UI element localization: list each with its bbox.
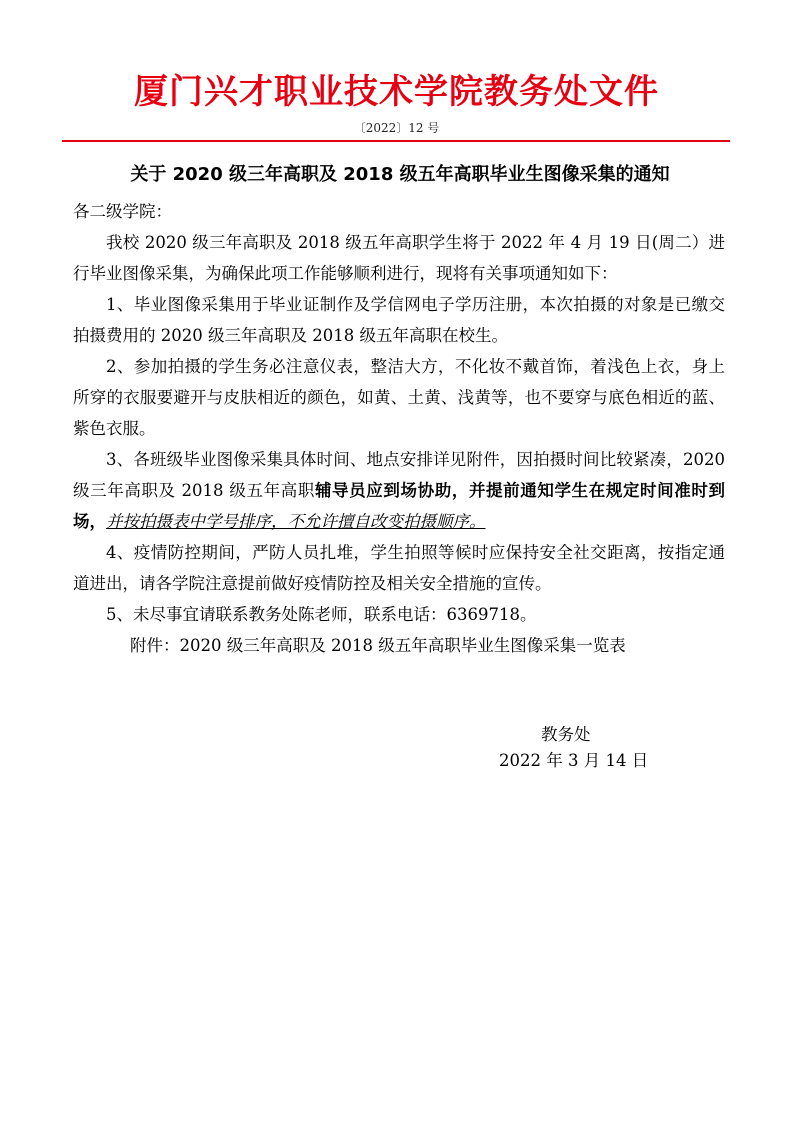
item-3-underlined-text: 并按拍摄表中学号排序，不允许擅自改变拍摄顺序。 <box>106 512 486 531</box>
salutation: 各二级学院： <box>73 202 172 221</box>
document-header-title: 厦门兴才职业技术学院教务处文件 <box>134 72 659 112</box>
item-3-bold-text: 辅导员应到场协助，并提前通知学生在规定时间准时到场， <box>73 481 726 531</box>
item-3-text: 3、各班级毕业图像采集具体时间、地点安排详见附件，因拍摄时间比较紧凑，2020 级三年高职及 2018 级五年高职 <box>73 450 725 500</box>
notice-body <box>73 196 725 661</box>
item-4-paragraph: 4、疫情防控期间，严防人员扎堆，学生拍照等候时应保持安全社交距离，按指定通道进出，请各学院注意提前做好疫情防控及相关安全措施的宣传。 <box>73 543 725 593</box>
red-divider-line <box>62 140 730 142</box>
signature-office: 教务处 <box>541 725 591 744</box>
item-3-paragraph <box>73 444 725 537</box>
signature-date: 2022 年 3 月 14 日 <box>499 751 649 770</box>
document-number: 〔2022〕12 号 <box>353 121 440 135</box>
item-2-paragraph: 2、参加拍摄的学生务必注意仪表，整洁大方，不化妆不戴首饰，着浅色上衣，身上所穿的衣服要避开与皮肤相近的颜色，如黄、土黄、浅黄等，也不要穿与底色相近的蓝、紫色衣服。 <box>73 357 725 438</box>
item-1-paragraph: 1、毕业图像采集用于毕业证制作及学信网电子学历注册，本次拍摄的对象是已缴交拍摄费用的 2020 级三年高职及 2018 级五年高职在校生。 <box>73 295 725 345</box>
notice-title: 关于 2020 级三年高职及 2018 级五年高职毕业生图像采集的通知 <box>130 164 670 185</box>
attachment-line: 附件：2020 级三年高职及 2018 级五年高职毕业生图像采集一览表 <box>130 636 626 655</box>
item-5-paragraph: 5、未尽事宜请联系教务处陈老师，联系电话：6369718。 <box>106 605 537 624</box>
intro-paragraph: 我校 2020 级三年高职及 2018 级五年高职学生将于 2022 年 4 月 19 日(周二）进行毕业图像采集，为确保此项工作能够顺利进行，现将有关事项通知如下： <box>73 233 725 283</box>
